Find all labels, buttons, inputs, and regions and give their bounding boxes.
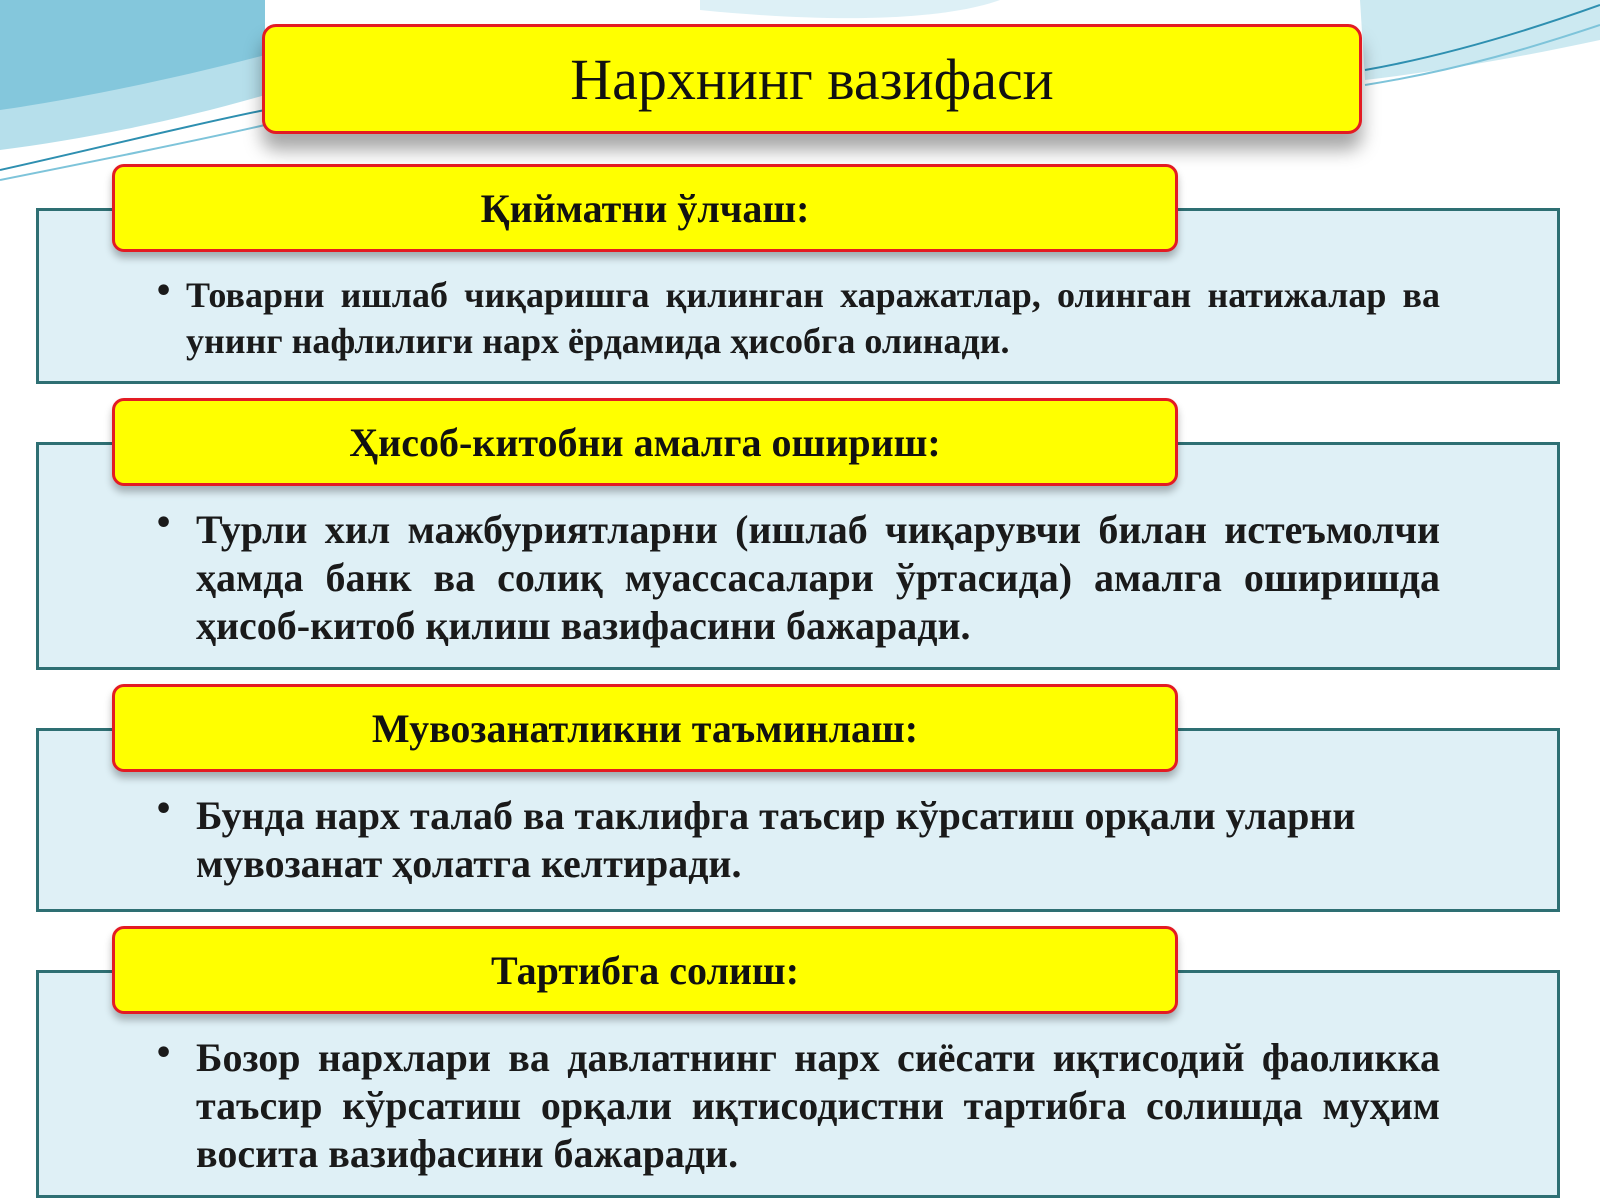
section-text-3: Бунда нарх талаб ва таклифга таъсир кўрсатиш орқали уларни мувозанат ҳолатга келтиради. xyxy=(196,793,1356,886)
page-title-text: Нархнинг вазифаси xyxy=(570,46,1054,112)
bullet-icon: • xyxy=(154,1036,174,1071)
section-heading-1-text: Қийматни ўлчаш: xyxy=(480,185,810,231)
section-heading-1 xyxy=(112,164,1178,252)
section-heading-4-text: Тартибга солиш: xyxy=(490,947,800,993)
section-text-2: Турли хил мажбуриятларни (ишлаб чиқарувчи билан истеъмолчи ҳамда банк ва солиқ муассасалари ўртасида) амалга оширишда ҳисоб-китоб қилиш вазифасини бажаради. xyxy=(196,507,1440,648)
section-heading-4 xyxy=(112,926,1178,1014)
bullet-icon: • xyxy=(154,506,174,541)
section-heading-3 xyxy=(112,684,1178,772)
section-heading-2-text: Ҳисоб-китобни амалга ошириш: xyxy=(349,419,941,465)
section-text-4: Бозор нархлари ва давлатнинг нарх сиёсати иқтисодий фаоликка таъсир кўрсатиш орқали иқтисодистни тартибга солишда муҳим восита вазифасини бажаради. xyxy=(196,1035,1440,1176)
bullet-icon: • xyxy=(154,792,174,827)
bullet-icon: • xyxy=(154,274,174,309)
page-title xyxy=(262,24,1362,134)
section-text-1: Товарни ишлаб чиқаришга қилинган харажатлар, олинган натижалар ва унинг нафлилиги нарх ёрдамида ҳисобга олинади. xyxy=(186,275,1440,361)
section-heading-3-text: Мувозанатликни таъминлаш: xyxy=(371,705,919,751)
section-heading-2 xyxy=(112,398,1178,486)
